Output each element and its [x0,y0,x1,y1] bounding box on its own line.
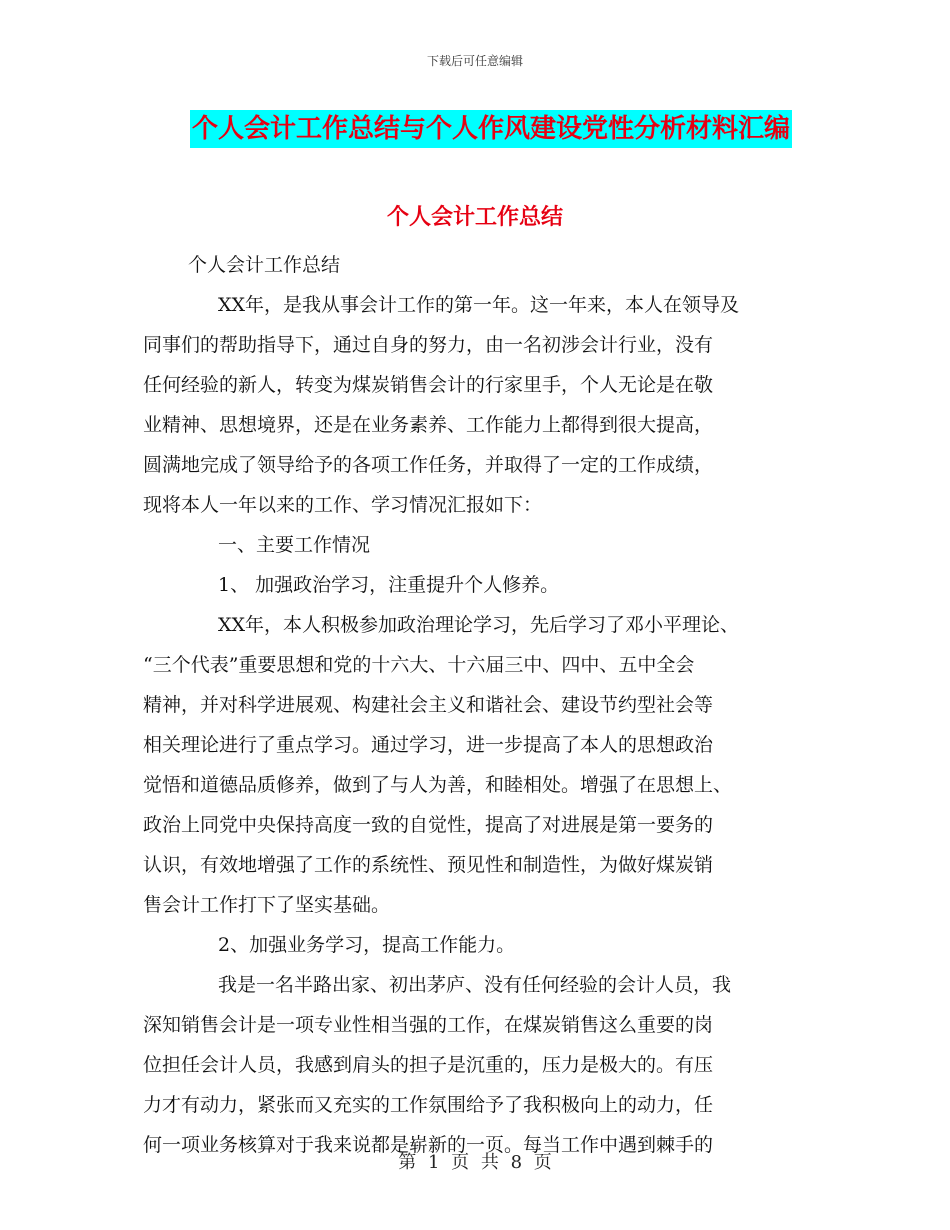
body-line: 业精神、思想境界，还是在业务素养、工作能力上都得到很大提高， [143,414,714,436]
section-title: 个人会计工作总结 [386,205,563,230]
body-line: 我是一名半路出家、初出茅庐、没有任何经验的会计人员，我 [218,974,732,996]
body-line: 认识，有效地增强了工作的系统性、预见性和制造性，为做好煤炭销 [143,854,714,876]
body-line: 相关理论进行了重点学习。通过学习，进一步提高了本人的思想政治 [143,734,714,756]
body-line: 圆满地完成了领导给予的各项工作任务，并取得了一定的工作成绩， [143,454,714,476]
document-main-title: 个人会计工作总结与个人作风建设党性分析材料汇编 [190,110,792,148]
page-number-footer: 第 1 页 共 8 页 [398,1152,552,1173]
body-line: 同事们的帮助指导下，通过自身的努力，由一名初涉会计行业，没有 [143,334,714,356]
body-line: 现将本人一年以来的工作、学习情况汇报如下： [143,494,543,516]
body-line: 任何经验的新人，转变为煤炭销售会计的行家里手，个人无论是在敬 [143,374,714,396]
body-line: XX年，是我从事会计工作的第一年。这一年来，本人在领导及 [218,294,740,316]
body-line: 精神，并对科学进展观、构建社会主义和谐社会、建设节约型社会等 [143,694,714,716]
body-line: 位担任会计人员，我感到肩头的担子是沉重的，压力是极大的。有压 [143,1054,714,1076]
body-line: 何一项业务核算对于我来说都是崭新的一页。每当工作中遇到棘手的 [143,1134,714,1156]
body-line: 1、 加强政治学习，注重提升个人修养。 [218,574,560,596]
body-line: 一、主要工作情况 [218,534,371,556]
body-line: 个人会计工作总结 [188,254,341,276]
body-line: 2、加强业务学习，提高工作能力。 [218,934,516,956]
body-line: 政治上同党中央保持高度一致的自觉性，提高了对进展是第一要务的 [143,814,714,836]
document-body [143,245,813,1165]
body-line: 力才有动力，紧张而又充实的工作氛围给予了我积极向上的动力，任 [143,1094,714,1116]
body-line: 深知销售会计是一项专业性相当强的工作，在煤炭销售这么重要的岗 [143,1014,714,1036]
body-line: “三个代表”重要思想和党的十六大、十六届三中、四中、五中全会 [143,654,695,676]
body-line: 售会计工作打下了坚实基础。 [143,894,391,916]
body-line: XX年，本人积极参加政治理论学习，先后学习了邓小平理论、 [218,614,740,636]
body-line: 觉悟和道德品质修养，做到了与人为善，和睦相处。增强了在思想上、 [143,774,733,796]
header-note: 下载后可任意编辑 [426,54,523,68]
